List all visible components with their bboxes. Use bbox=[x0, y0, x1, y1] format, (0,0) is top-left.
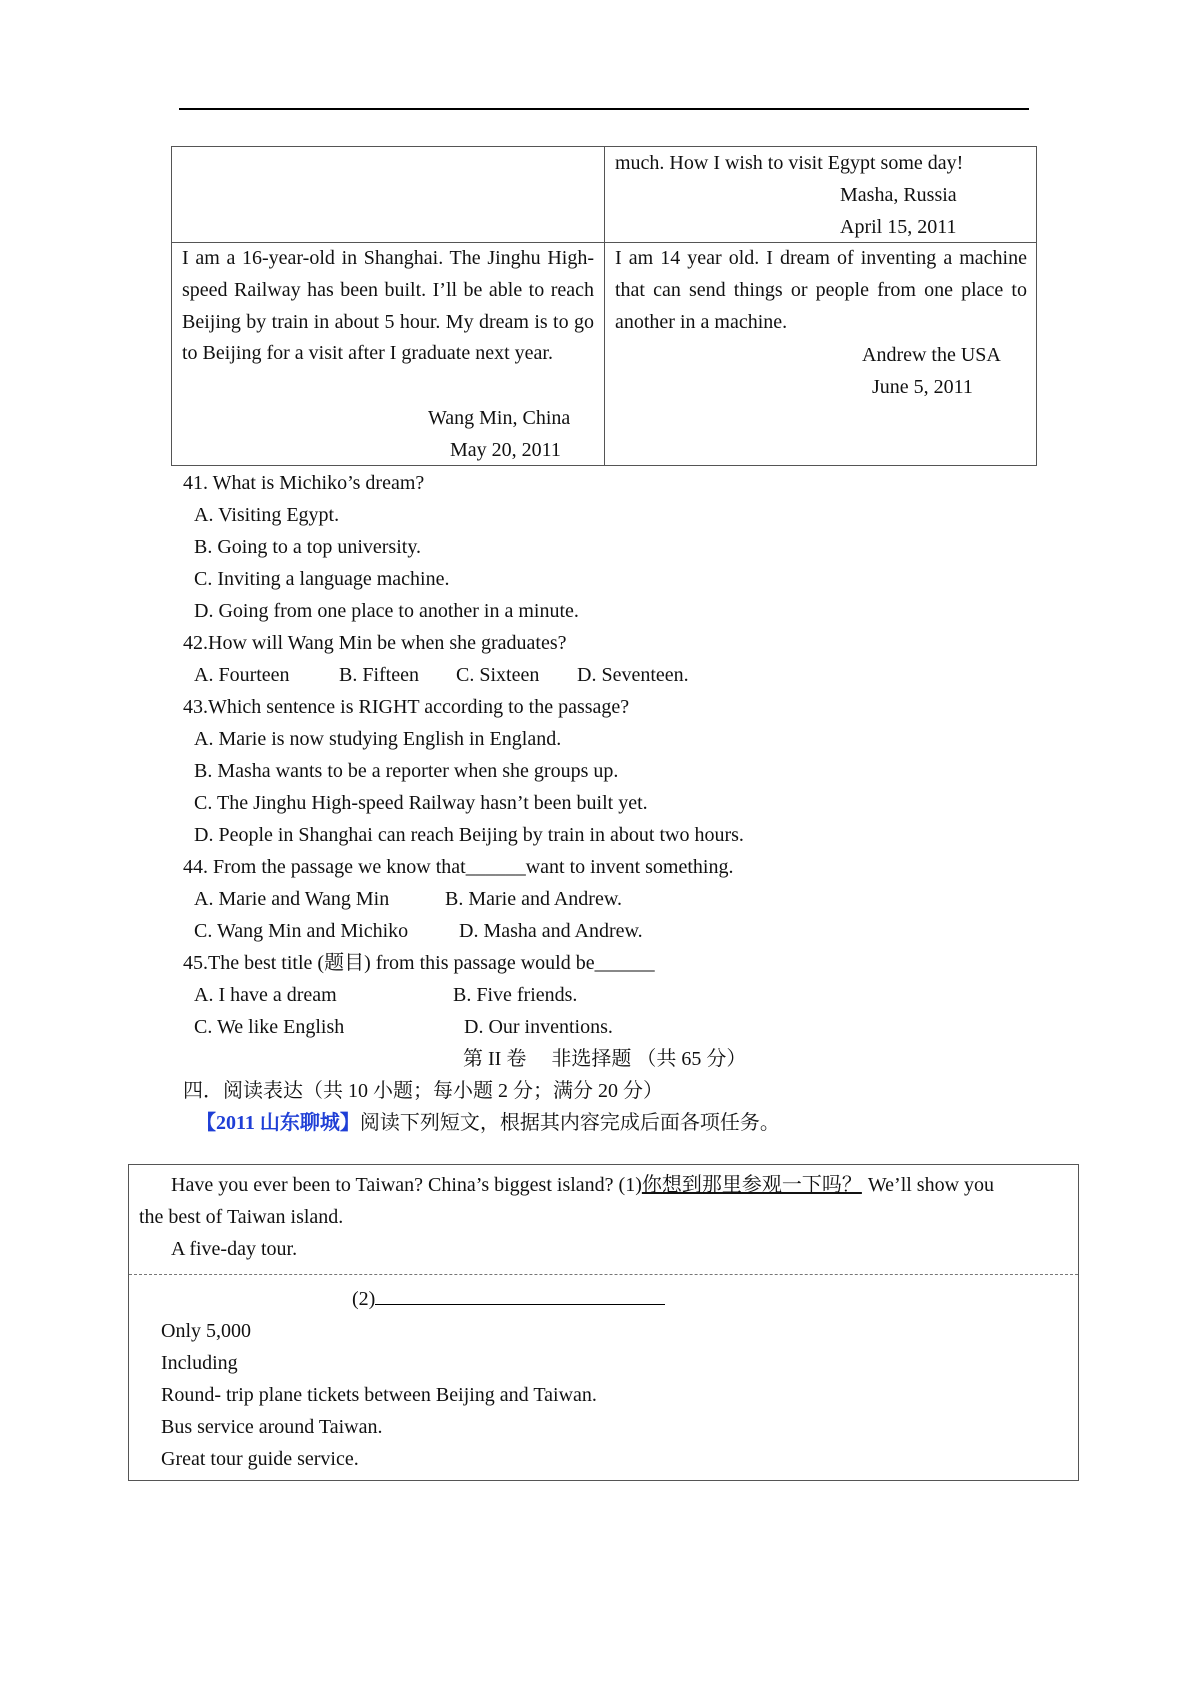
section-instruction bbox=[196, 1107, 780, 1139]
passage-intro-text: Have you ever been to Taiwan? China’s biggest island? (1) bbox=[171, 1174, 642, 1196]
including-label: Including bbox=[161, 1352, 238, 1374]
passage-box bbox=[128, 1164, 1079, 1481]
question-44-option-b: B. Marie and Andrew. bbox=[445, 888, 622, 910]
included-item-plane-tickets: Round- trip plane tickets between Beijing and Taiwan. bbox=[161, 1384, 597, 1406]
question-43-stem: 43.Which sentence is RIGHT according to the passage? bbox=[183, 696, 630, 718]
question-41-option-d: D. Going from one place to another in a minute. bbox=[194, 600, 579, 622]
answer-blank-2[interactable] bbox=[375, 1286, 665, 1305]
passage-divider bbox=[129, 1274, 1078, 1275]
question-44-stem: 44. From the passage we know that______want to invent something. bbox=[183, 856, 734, 878]
question-43-option-a: A. Marie is now studying English in England. bbox=[194, 728, 562, 750]
masha-date: April 15, 2011 bbox=[840, 216, 957, 238]
translation-target: 你想到那里参观一下吗？ bbox=[641, 1174, 862, 1196]
question-45-stem: 45.The best title (题目) from this passage would be______ bbox=[183, 952, 655, 974]
blank-2-line bbox=[352, 1283, 665, 1315]
masha-letter-text: much. How I wish to visit Egypt some day! bbox=[615, 152, 964, 174]
question-41-stem: 41. What is Michiko’s dream? bbox=[183, 472, 425, 494]
header-rule bbox=[179, 108, 1029, 110]
andrew-signature: Andrew the USA bbox=[862, 344, 1001, 366]
passage-line-1 bbox=[171, 1169, 994, 1201]
question-45-option-c: C. We like English bbox=[194, 1016, 345, 1038]
part-two-heading: 第 II 卷 非选择题 （共 65 分） bbox=[463, 1048, 747, 1070]
question-43-option-d: D. People in Shanghai can reach Beijing by train in about two hours. bbox=[194, 824, 744, 846]
blank-2-label: (2) bbox=[352, 1288, 376, 1310]
question-44-option-c: C. Wang Min and Michiko bbox=[194, 920, 409, 942]
question-42-option-b: B. Fifteen bbox=[339, 664, 419, 686]
passage-intro-after: We’ll show you bbox=[867, 1174, 995, 1196]
section-four-heading: 四．阅读表达（共 10 小题；每小题 2 分；满分 20 分） bbox=[183, 1080, 663, 1102]
question-42-stem: 42.How will Wang Min be when she graduates? bbox=[183, 632, 567, 654]
question-41-option-a: A. Visiting Egypt. bbox=[194, 504, 340, 526]
question-43-option-c: C. The Jinghu High-speed Railway hasn’t been built yet. bbox=[194, 792, 648, 814]
question-45-option-d: D. Our inventions. bbox=[464, 1016, 613, 1038]
passage-line-2: the best of Taiwan island. bbox=[139, 1206, 344, 1228]
instruction-text: 阅读下列短文，根据其内容完成后面各项任务。 bbox=[359, 1112, 780, 1134]
included-item-tour-guide: Great tour guide service. bbox=[161, 1448, 359, 1470]
question-42-option-d: D. Seventeen. bbox=[577, 664, 689, 686]
question-41-option-c: C. Inviting a language machine. bbox=[194, 568, 450, 590]
wang-min-signature: Wang Min, China bbox=[428, 407, 571, 429]
wang-min-letter-text: I am a 16-year-old in Shanghai. The Jinghu High-speed Railway has been built. I’ll be able to reach Beijing by train in about 5 hour. My dream is to go to Beijing for a visit after I graduate next year. bbox=[182, 247, 594, 365]
question-42-option-a: A. Fourteen bbox=[194, 664, 290, 686]
question-44-option-a: A. Marie and Wang Min bbox=[194, 888, 390, 910]
question-44-option-d: D. Masha and Andrew. bbox=[459, 920, 643, 942]
included-item-bus-service: Bus service around Taiwan. bbox=[161, 1416, 383, 1438]
question-45-option-a: A. I have a dream bbox=[194, 984, 337, 1006]
question-42-option-c: C. Sixteen bbox=[456, 664, 540, 686]
andrew-letter-text: I am 14 year old. I dream of inventing a machine that can send things or people from one place to another in a machine. bbox=[615, 247, 1027, 333]
question-43-option-b: B. Masha wants to be a reporter when she groups up. bbox=[194, 760, 619, 782]
question-45-option-b: B. Five friends. bbox=[453, 984, 578, 1006]
price: Only 5,000 bbox=[161, 1320, 251, 1342]
question-41-option-b: B. Going to a top university. bbox=[194, 536, 422, 558]
source-tag: 【2011 山东聊城】 bbox=[196, 1112, 360, 1134]
andrew-date: June 5, 2011 bbox=[872, 376, 973, 398]
wang-min-date: May 20, 2011 bbox=[450, 439, 561, 461]
letters-table bbox=[171, 146, 1037, 466]
masha-signature: Masha, Russia bbox=[840, 184, 957, 206]
tour-length: A five-day tour. bbox=[171, 1238, 298, 1260]
